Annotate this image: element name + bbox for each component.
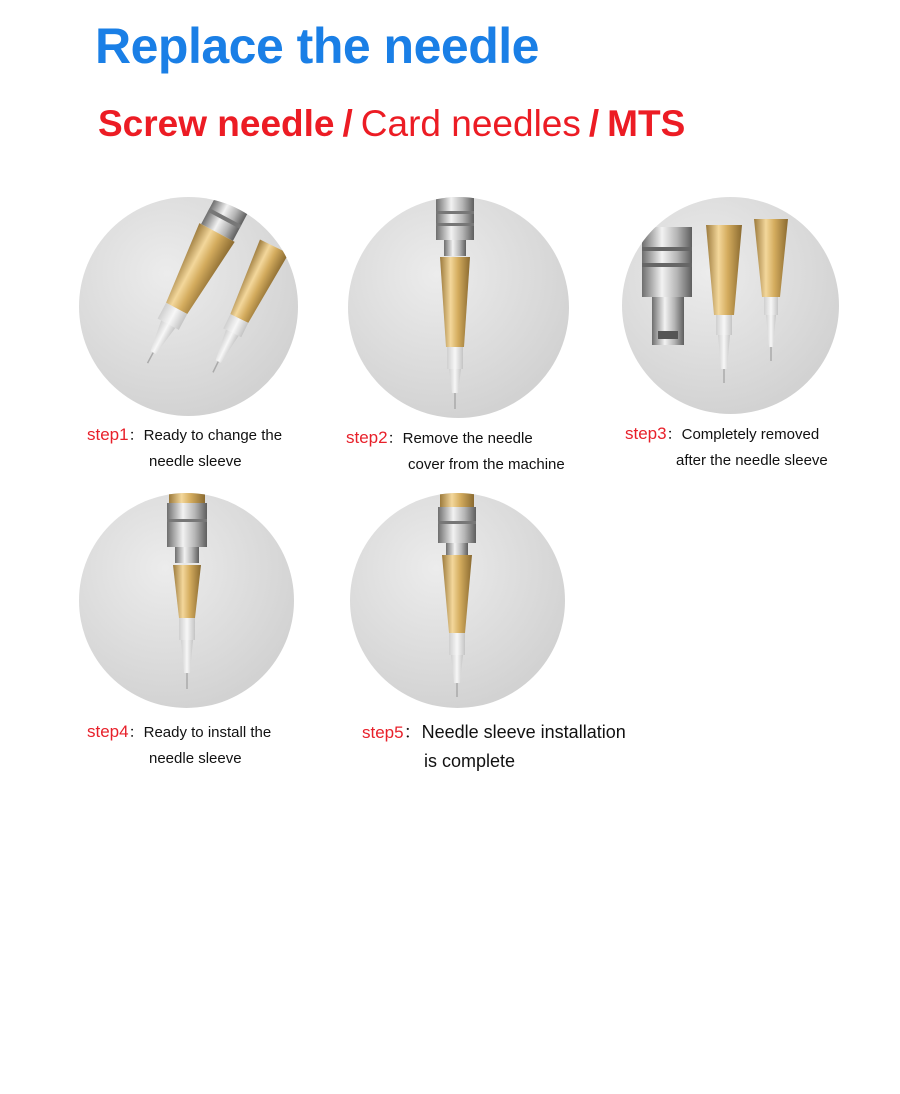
caption-line1: Needle sleeve installation (421, 722, 626, 742)
step1-caption (87, 422, 282, 475)
page-subtitle (98, 102, 685, 146)
step-label: step1 (87, 425, 129, 444)
step-label: step5 (362, 723, 404, 742)
caption-line1: Ready to change the (143, 427, 283, 444)
caption-line1: Remove the needle (402, 430, 533, 447)
step3-caption (625, 421, 828, 474)
step-colon: ： (128, 427, 144, 444)
subtitle-card-needles: Card needles (360, 103, 581, 144)
step-colon: ： (128, 724, 144, 741)
caption-line1: Completely removed (681, 426, 820, 443)
step2-photo (348, 197, 569, 418)
step5-caption (362, 718, 626, 775)
step3-photo (622, 197, 839, 414)
step4-photo (79, 493, 294, 708)
step1-photo (79, 197, 298, 416)
step-label: step2 (346, 428, 388, 447)
subtitle-mts: MTS (607, 103, 686, 144)
step-label: step4 (87, 722, 129, 741)
caption-line2: needle sleeve (149, 750, 242, 767)
page-title: Replace the needle (95, 18, 539, 74)
step-label: step3 (625, 424, 667, 443)
caption-line2: is complete (424, 751, 516, 771)
subtitle-separator: / (588, 103, 600, 144)
subtitle-separator: / (342, 103, 353, 144)
step-colon: ： (666, 426, 682, 443)
subtitle-screw-needle: Screw needle (98, 103, 335, 144)
step-colon: ： (387, 430, 403, 447)
caption-line2: cover from the machine (408, 456, 565, 473)
caption-line2: needle sleeve (149, 453, 242, 470)
step5-photo (350, 493, 565, 708)
caption-line1: Ready to install the (143, 724, 272, 741)
step2-caption (346, 425, 565, 478)
caption-line2: after the needle sleeve (676, 452, 828, 469)
step-colon: ： (403, 722, 422, 742)
step4-caption (87, 719, 271, 772)
